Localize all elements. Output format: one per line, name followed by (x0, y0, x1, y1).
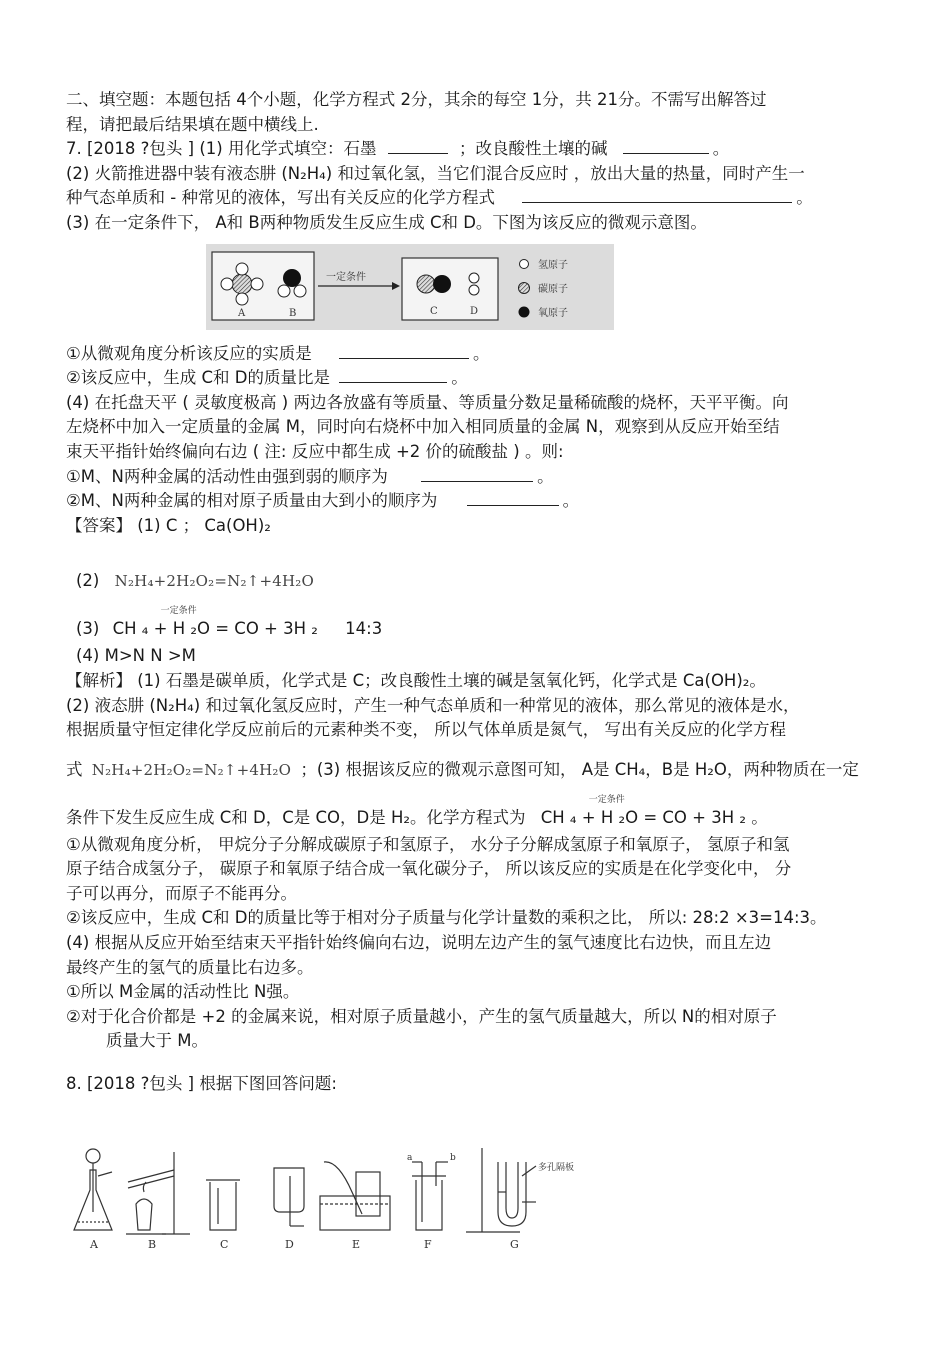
q8-title: 8. [2018 ?包头 ] 根据下图回答问题: (66, 1074, 337, 1094)
apparatus-f-icon (412, 1162, 448, 1230)
analysis-9: ②该反应中，生成 C和 D的质量比等于相对分子质量与化学计量数的乘积之比， 所以: 28:2 ×3=14:3。 (66, 908, 827, 928)
oxygen-atom (283, 269, 301, 287)
analysis-7: 原子结合成氢分子， 碳原子和氧原子结合成一氧化碳分子， 所以该反应的实质是在化学变化中， 分 (66, 859, 792, 879)
svg-text:b: b (450, 1153, 456, 1163)
legend-oxygen-icon (519, 307, 530, 318)
label-b: B (289, 308, 297, 319)
answer-blank[interactable] (421, 465, 533, 482)
section-heading: 二、填空题：本题包括 4个小题，化学方程式 2分，其余的每空 1分，共 21分。不需写出解答过 (66, 90, 767, 109)
document-body (66, 88, 886, 1097)
reaction-diagram-svg (206, 244, 614, 330)
hydrogen-atom (251, 278, 263, 290)
hydrogen-atom (236, 293, 248, 305)
answer-3: (3) 一定条件 CH ₄ + H ₂O = CO + 3H ₂ 14:3 (76, 606, 383, 639)
analysis-8: 子可以再分，而原子不能再分。 (66, 883, 297, 903)
equation-image: N₂H₄+2H₂O₂=N₂↑+4H₂O (114, 572, 314, 591)
answer-2: (2) N₂H₄+2H₂O₂=N₂↑+4H₂O (66, 564, 886, 598)
q7-sub-3: ①M、N两种金属的活动性由强到弱的顺序为 。 (66, 466, 554, 486)
answer-blank[interactable] (467, 489, 559, 506)
apparatus-label: D (285, 1238, 294, 1251)
q7-sub-2: ②该反应中，生成 C和 D的质量比是 。 (66, 368, 468, 388)
apparatus-label: B (148, 1238, 157, 1251)
apparatus-label: E (352, 1238, 361, 1251)
q7-line-7: 束天平指针始终偏向右边 ( 注: 反应中都生成 +2 价的硫酸盐 ) 。则: (66, 441, 564, 461)
apparatus-c-icon (206, 1180, 240, 1230)
hydrogen-atom (469, 285, 479, 295)
q7-sub-1: ①从微观角度分析该反应的实质是 。 (66, 343, 490, 363)
analysis-5: 条件下发生反应生成 C和 D，C是 CO，D是 H₂。化学方程式为 一定条件 CH ₄ + H ₂O = CO + 3H ₂ 。 (66, 794, 768, 827)
legend-carbon-icon (519, 283, 530, 294)
porous-plate-note: 多孔隔板 (538, 1163, 575, 1173)
answer-blank[interactable] (388, 137, 448, 154)
svg-text:氢原子: 氢原子 (538, 260, 568, 271)
hydrogen-atom (236, 263, 248, 275)
answer-4: (4) M>N N >M (76, 646, 196, 666)
label-c: C (430, 306, 438, 317)
q7-line-1: 7. [2018 ?包头 ] (1) 用化学式填空：石墨 ；改良酸性土壤的碱 。 (66, 139, 730, 159)
answer-blank[interactable] (623, 137, 709, 154)
answer-1: 【答案】 (1) C ； Ca(OH)₂ (66, 515, 271, 535)
apparatus-b-icon (126, 1152, 190, 1234)
label-d: D (470, 306, 479, 317)
analysis-10: (4) 根据从反应开始至结束天平指针始终偏向右边，说明左边产生的氢气速度比右边快，而且左边 (66, 933, 772, 953)
carbon-atom (232, 274, 252, 294)
q7-line-3: 种气态单质和 - 种常见的液体，写出有关反应的化学方程式 。 (66, 188, 813, 208)
answer-blank[interactable] (339, 366, 447, 383)
analysis-11: 最终产生的氢气的质量比右边多。 (66, 957, 314, 977)
hydrogen-atom (221, 278, 233, 290)
q7-line-6: 左烧杯中加入一定质量的金属 M，同时向右烧杯中加入相同质量的金属 N，观察到从反应开始至结 (66, 417, 780, 437)
apparatus-label: C (220, 1238, 229, 1251)
legend-hydrogen-icon (520, 260, 529, 269)
analysis-14: 质量大于 M。 (106, 1031, 208, 1051)
analysis-13: ②对于化合价都是 +2 的金属来说，相对原子质量越小，产生的氢气质量越大，所以 N的相对原子 (66, 1006, 777, 1026)
analysis-3: 根据质量守恒定律化学反应前后的元素种类不变， 所以气体单质是氮气， 写出有关反应的化学方程 (66, 720, 786, 740)
apparatus-e-icon (320, 1162, 390, 1230)
lab-apparatus-figure (66, 1142, 586, 1260)
q7-sub-4: ②M、N两种金属的相对原子质量由大到小的顺序为 。 (66, 491, 580, 511)
oxygen-atom (433, 275, 451, 293)
hydrogen-atom (294, 285, 306, 297)
apparatus-svg (66, 1142, 586, 1260)
apparatus-g-icon (466, 1148, 536, 1232)
q7-line-2: (2) 火箭推进器中装有液态肼 (N₂H₄) 和过氧化氢，当它们混合反应时 ，放出大量的热量，同时产生一 (66, 163, 805, 183)
arrow-condition: 一定条件 (326, 272, 366, 283)
apparatus-label: F (424, 1238, 432, 1251)
svg-text:a: a (407, 1153, 413, 1163)
section-heading-cont: 程，请把最后结果填在题中横线上. (66, 114, 319, 134)
apparatus-label: G (510, 1238, 519, 1251)
q7-line-5: (4) 在托盘天平 ( 灵敏度极高 ) 两边各放盛有等质量、等质量分数足量稀硫酸的烧杯，天平平衡。向 (66, 392, 789, 412)
analysis-6: ①从微观角度分析， 甲烷分子分解成碳原子和氢原子， 水分子分解成氢原子和氧原子， 氢原子和氢 (66, 834, 790, 854)
label-a: A (238, 308, 246, 319)
analysis-1: 【解析】 (1) 石墨是碳单质，化学式是 C；改良酸性土壤的碱是氢氧化钙，化学式是 Ca(OH)₂。 (66, 670, 766, 690)
apparatus-d-icon (274, 1168, 304, 1226)
hydrogen-atom (469, 273, 479, 283)
svg-text:碳原子: 碳原子 (538, 284, 568, 295)
analysis-4: 式 N₂H₄+2H₂O₂=N₂↑+4H₂O ；(3) 根据该反应的微观示意图可知， A是 CH₄，B是 H₂O，两种物质在一定 (66, 753, 886, 787)
apparatus-a-icon (74, 1149, 112, 1230)
analysis-12: ①所以 M金属的活动性比 N强。 (66, 982, 300, 1002)
equation-image: N₂H₄+2H₂O₂=N₂↑+4H₂O (91, 760, 292, 779)
answer-blank[interactable] (522, 186, 792, 203)
analysis-2: (2) 液态肼 (N₂H₄) 和过氧化氢反应时，产生一种气态单质和一种常见的液体，那么常见的液体是水， (66, 695, 800, 715)
answer-blank[interactable] (339, 342, 469, 359)
svg-text:氧原子: 氧原子 (538, 308, 568, 319)
q7-line-4: (3) 在一定条件下， A和 B两种物质发生反应生成 C和 D。下图为该反应的微观示意图。 (66, 212, 707, 232)
reaction-diagram (206, 244, 614, 330)
apparatus-label: A (90, 1238, 98, 1251)
hydrogen-atom (278, 285, 290, 297)
carbon-atom (417, 275, 435, 293)
